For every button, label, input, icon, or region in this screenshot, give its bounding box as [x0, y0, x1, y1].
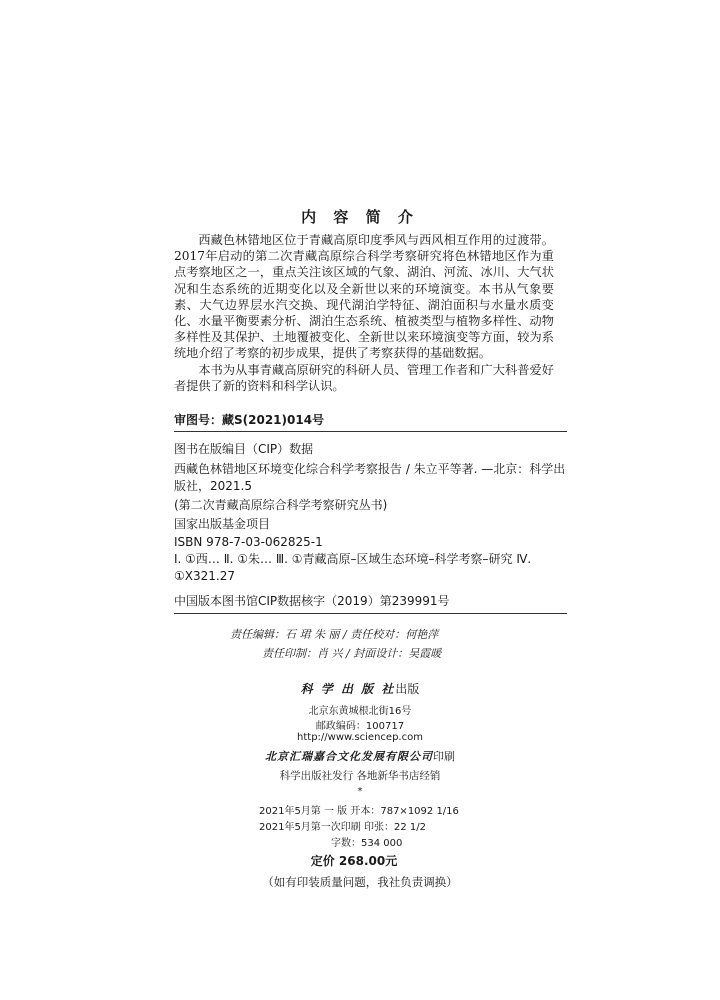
cip-classification: Ⅰ. ①西… Ⅱ. ①朱… Ⅲ. ①青藏高原–区域生态环境–科学考察–研究 Ⅳ. ①X321.27 — [174, 552, 532, 583]
editor-credits: 责任编辑：石 珺 朱 丽 / 责任校对：何艳萍 — [230, 628, 439, 641]
publisher-name: 科 学 出 版 社 — [300, 682, 396, 696]
cip-isbn: ISBN 978-7-03-062825-1 — [174, 535, 323, 549]
production-credits: 责任印制：肖 兴 / 封面设计：吴霞暖 — [262, 647, 442, 660]
intro-paragraph: 西藏色林错地区位于青藏高原印度季风与西风相互作用的过渡带。2017年启动的第二次青藏高原综合科学考察研究将色林错地区作为重点考察地区之一，重点关注该区域的气象、湖泊、河流、冰川、大气状况和生态系统的近期变化以及全新世以来的环境演变。本书从气象要素、大气边界层水汽交换、现代湖泊学特征、湖泊面积与水量水质变化、水量平衡要素分析、湖泊生态系统、植被类型与植物多样性、动物多样性及其保护、土地覆被变化、全新世以来环境演变等方面，较为系统地介绍了考察的初步成果，提供了考察获得的基础数据。 — [174, 233, 554, 361]
distribution: 科学出版社发行 各地新华书店经销 — [279, 770, 441, 782]
publisher-suffix: 出版 — [395, 682, 420, 696]
printer-suffix: 印刷 — [433, 750, 455, 763]
cip-series: (第二次青藏高原综合科学考察研究丛书) — [174, 498, 388, 512]
intro-text — [174, 232, 554, 394]
quality-note: （如有印装质量问题，我社负责调换） — [262, 875, 458, 889]
publisher-address: 北京东黄城根北街16号 — [308, 706, 412, 717]
review-number: 审图号：藏S(2021)014号 — [174, 413, 325, 427]
divider — [174, 613, 567, 614]
printer-line — [0, 748, 720, 764]
divider — [174, 431, 567, 432]
price: 定价 268.00元 — [310, 854, 398, 868]
postcode: 邮政编码：100717 — [315, 721, 405, 732]
star-separator: * — [357, 786, 363, 797]
intro-title: 内 容 简 介 — [301, 208, 419, 226]
printing-info: 2021年5月第一次印刷 印张：22 1/2 — [259, 822, 426, 833]
printer-name: 北京汇瑞嘉合文化发展有限公司 — [265, 750, 433, 763]
cip-data-number: 中国版本图书馆CIP数据核字（2019）第239991号 — [174, 594, 450, 608]
website: http://www.sciencep.com — [297, 732, 423, 743]
word-count: 字数：534 000 — [331, 838, 403, 849]
cip-fund: 国家出版基金项目 — [174, 517, 271, 531]
publisher-line — [0, 680, 720, 697]
intro-paragraph: 本书为从事青藏高原研究的科研人员、管理工作者和广大科普爱好者提供了新的资料和科学认识。 — [174, 362, 554, 393]
cip-title: 图书在版编目（CIP）数据 — [174, 442, 314, 456]
edition-info: 2021年5月第 一 版 开本：787×1092 1/16 — [259, 806, 459, 817]
cip-record: 西藏色林错地区环境变化综合科学考察报告 / 朱立平等著. —北京：科学出版社，2021.5 — [174, 462, 566, 493]
